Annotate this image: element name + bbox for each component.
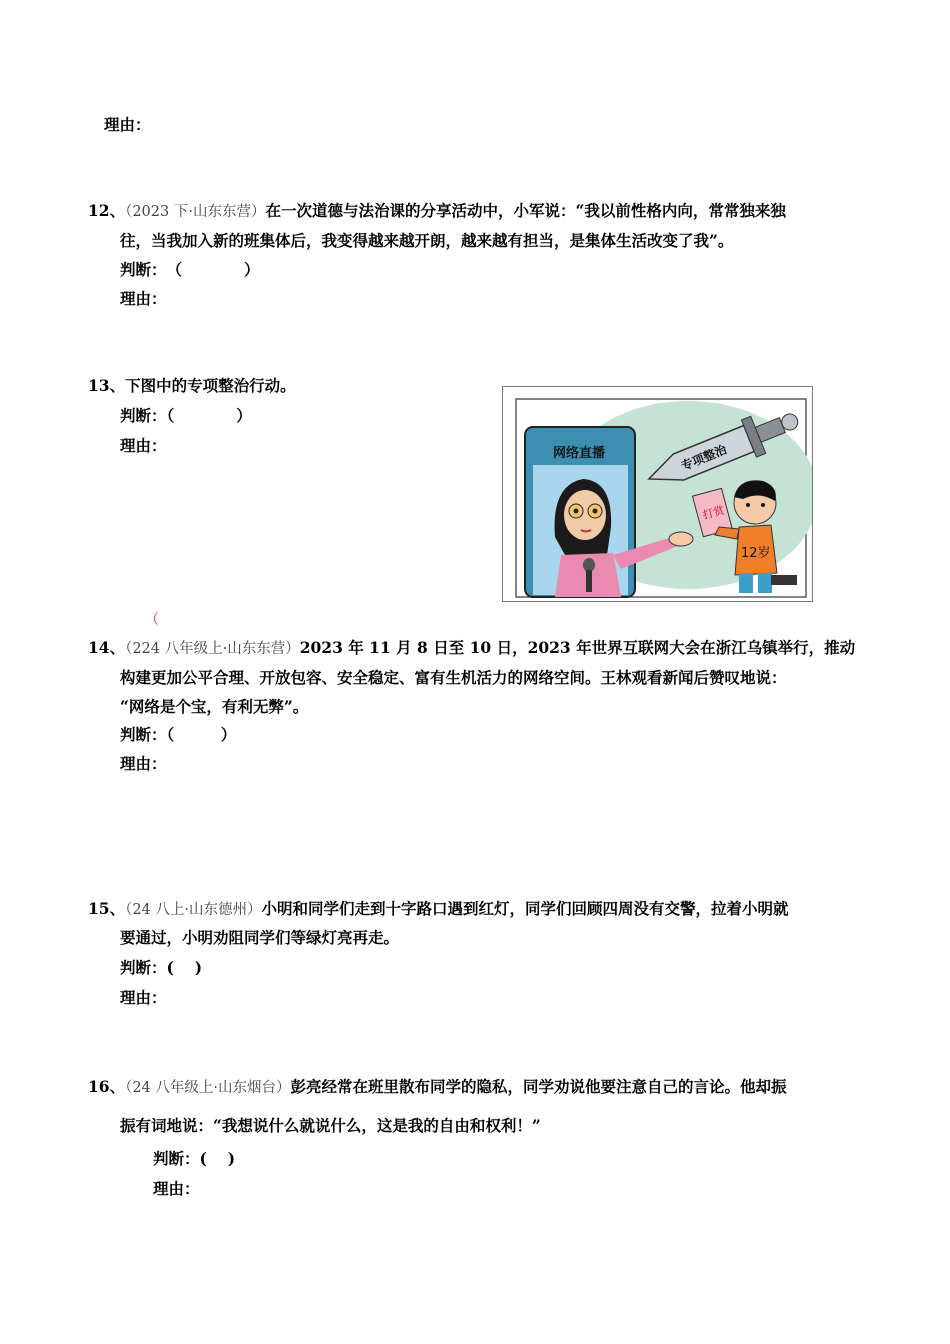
card-label: 打赏 <box>701 503 726 522</box>
q13-judge: 判断：（ ） <box>120 406 252 425</box>
q14-text-1: 2023 年 11 月 8 日至 10 日，2023 年世界互联网大会在浙江乌镇举行，推动 <box>299 638 856 657</box>
q15-number: 15、 <box>88 899 126 918</box>
q14-number: 14、 <box>88 638 126 657</box>
q14-judge: 判断：（ ） <box>120 725 237 744</box>
boy-age-label: 12岁 <box>741 546 771 561</box>
q16-source: （24 八年级上·山东烟台） <box>125 1080 291 1096</box>
q15-line1 <box>88 899 789 920</box>
q14-line1 <box>88 638 855 659</box>
q15-judge: 判断：( ) <box>120 958 203 977</box>
sword-label: 专项整治 <box>679 442 729 474</box>
q15-reason-label: 理由： <box>120 988 167 1007</box>
q16-text-1: 彭亮经常在班里散布同学的隐私，同学劝说他要注意自己的言论。他却振 <box>290 1077 787 1096</box>
q14-reason-label: 理由： <box>120 754 167 773</box>
q14-text-2: 构建更加公平合理、开放包容、安全稳定、富有生机活力的网络空间。王林观看新闻后赞叹地说： <box>120 668 787 687</box>
q12-text-1: 在一次道德与法治课的分享活动中，小军说：“我以前性格内向，常常独来独 <box>265 201 786 220</box>
q15-text-1: 小明和同学们走到十字路口遇到红灯，同学们回顾四周没有交警，拉着小明就 <box>261 899 789 918</box>
stray-mark: （ <box>145 612 159 628</box>
q14-source: （224 八年级上·山东东营） <box>125 641 300 657</box>
q15-source: （24 八上·山东德州） <box>125 902 262 918</box>
q16-text-2: 振有词地说：“我想说什么就说什么，这是我的自由和权利！” <box>120 1116 541 1135</box>
q12-reason-label: 理由： <box>120 289 167 308</box>
cartoon-drawing <box>503 387 812 601</box>
screen-title: 网络直播 <box>553 446 606 461</box>
q11-reason-label: 理由： <box>104 115 151 134</box>
q13-reason-label: 理由： <box>120 436 167 455</box>
q12-source: （2023 下·山东东营） <box>125 204 266 220</box>
q15-text-2: 要通过，小明劝阻同学们等绿灯亮再走。 <box>120 928 400 947</box>
q16-number: 16、 <box>88 1077 126 1096</box>
q13-line1 <box>88 376 296 396</box>
q16-reason-label: 理由： <box>153 1179 200 1198</box>
q12-judge: 判断： （ ） <box>120 260 260 279</box>
q12-text-2: 往，当我加入新的班集体后，我变得越来越开朗，越来越有担当，是集体生活改变了我”。 <box>120 231 734 250</box>
special-rectification-cartoon <box>502 386 813 602</box>
q13-text-1: 下图中的专项整治行动。 <box>125 376 296 395</box>
q12-number: 12、 <box>88 201 126 220</box>
q16-line1 <box>88 1077 787 1098</box>
q12-line1 <box>88 201 786 222</box>
q13-number: 13、 <box>88 376 126 395</box>
q14-text-3: “网络是个宝，有利无弊”。 <box>120 697 309 716</box>
q16-judge: 判断：( ) <box>153 1149 236 1168</box>
